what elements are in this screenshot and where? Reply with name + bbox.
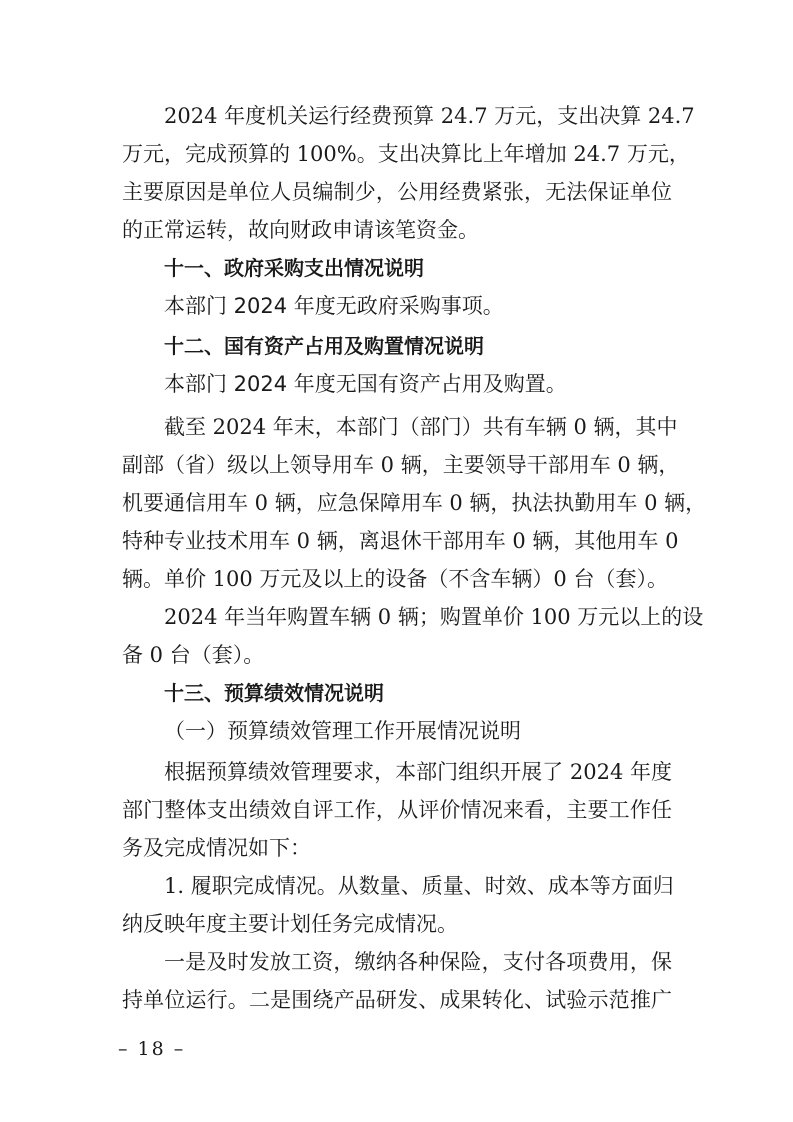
section-heading: 十一、政府采购支出情况说明 <box>164 256 424 280</box>
body-text-line: 本部门 2024 年度无政府采购事项。 <box>164 294 504 318</box>
body-text-line: 一是及时发放工资，缴纳各种保险，支付各项费用，保 <box>164 950 672 974</box>
body-text-line: 辆。单价 100 万元及以上的设备（不含车辆）0 台（套）。 <box>122 567 668 591</box>
body-text-line: 本部门 2024 年度无国有资产占用及购置。 <box>164 372 567 396</box>
body-text-line: 万元，完成预算的 100%。支出决算比上年增加 24.7 万元， <box>122 142 690 166</box>
body-text-line: 1. 履职完成情况。从数量、质量、时效、成本等方面归 <box>164 874 674 898</box>
body-text-line: 的正常运转，故向财政申请该笔资金。 <box>122 218 479 242</box>
body-text-line: 根据预算绩效管理要求，本部门组织开展了 2024 年度 <box>164 760 672 784</box>
section-heading: 十三、预算绩效情况说明 <box>164 681 384 705</box>
body-text-line: 2024 年当年购置车辆 0 辆；购置单价 100 万元以上的设 <box>164 605 704 629</box>
body-text-line: 务及完成情况如下： <box>122 836 311 860</box>
section-heading: 十二、国有资产占用及购置情况说明 <box>164 334 484 358</box>
body-text-line: 2024 年度机关运行经费预算 24.7 万元，支出决算 24.7 <box>164 104 695 128</box>
body-text-line: 副部（省）级以上领导用车 0 辆，主要领导干部用车 0 辆， <box>122 453 680 477</box>
body-text-line: 主要原因是单位人员编制少，公用经费紧张，无法保证单位 <box>122 180 672 204</box>
body-text-line: 纳反映年度主要计划任务完成情况。 <box>122 912 458 936</box>
body-text-line: 特种专业技术用车 0 辆，离退休干部用车 0 辆，其他用车 0 <box>122 529 679 553</box>
body-text-line: 部门整体支出绩效自评工作，从评价情况来看，主要工作任 <box>122 798 672 822</box>
body-text-line: 截至 2024 年末，本部门（部门）共有车辆 0 辆，其中 <box>164 415 678 439</box>
body-text-line: 备 0 台（套）。 <box>122 643 265 667</box>
body-text-line: 持单位运行。二是围绕产品研发、成果转化、试验示范推广 <box>122 988 672 1012</box>
subsection-heading: （一）预算绩效管理工作开展情况说明 <box>164 719 521 743</box>
body-text-line: 机要通信用车 0 辆，应急保障用车 0 辆，执法执勤用车 0 辆， <box>122 491 707 515</box>
page-number: – 18 – <box>118 1038 186 1060</box>
